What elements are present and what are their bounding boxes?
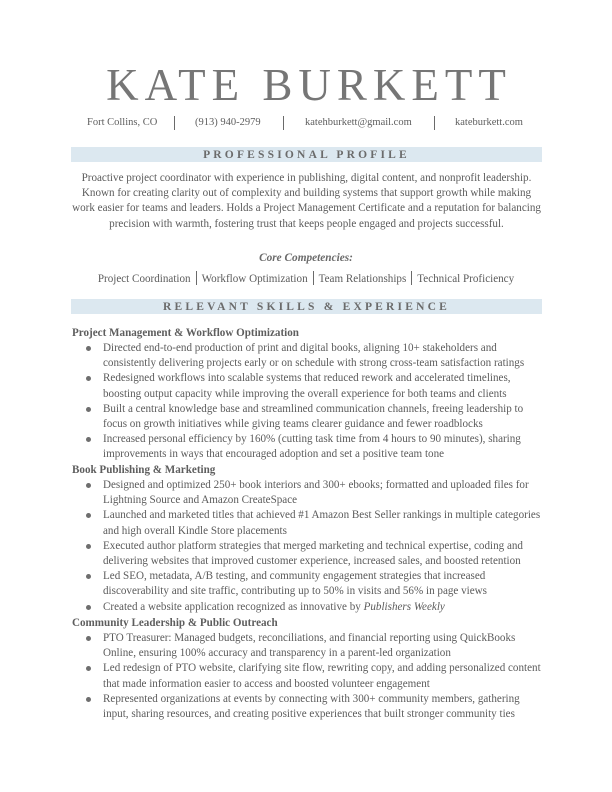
competency-item: Technical Proficiency	[417, 273, 515, 285]
bullet-item	[72, 432, 544, 462]
core-competencies-list	[0, 271, 612, 285]
bullet-icon	[86, 636, 91, 641]
bullet-list	[72, 341, 544, 463]
bullet-text: Led redesign of PTO website, clarifying site flow, rewriting copy, and adding personalized content that made information easier to access and boosted volunteer engagement	[103, 662, 541, 690]
bullet-item	[72, 539, 544, 569]
subsection-book-publishing	[72, 463, 544, 615]
bullet-icon	[86, 407, 91, 412]
bullet-text: Directed end-to-end production of print and digital books, aligning 10+ stakeholders and consistently delivering projects early or on schedule with strong cross-team satisfaction ratings	[103, 342, 525, 370]
bullet-text: Represented organizations at events by connecting with 300+ community members, gathering input, sharing resources, and creating positive experiences that built stronger community ties	[103, 692, 520, 721]
section-heading-relevant-skills: RELEVANT SKILLS & EXPERIENCE	[71, 299, 542, 314]
section-heading-professional-profile: PROFESSIONAL PROFILE	[71, 147, 542, 162]
bullet-text: Led SEO, metadata, A/B testing, and community engagement strategies that increased discoverability and site traffic, contributing up to 50% in visits and 56% in page views	[103, 570, 487, 598]
bullet-text: Designed and optimized 250+ book interiors and 300+ ebooks; formatted and uploaded files for Lightning Source and Amazon CreateSpace	[103, 479, 529, 507]
subsection-title: Project Management & Workflow Optimization	[72, 327, 299, 339]
competency-divider	[313, 271, 314, 285]
bullet-text: Increased personal efficiency by 160% (cutting task time from 4 hours to 90 minutes), sharing improvements in ways that encouraged adoption and set a positive team tone	[103, 433, 521, 461]
bullet-icon	[86, 544, 91, 549]
bullet-text: Built a central knowledge base and streamlined communication channels, freeing leadership to focus on growth initiatives while giving teams clearer guidance and fewer roadblocks	[103, 402, 524, 431]
bullet-icon	[86, 513, 91, 518]
bullet-text: Created a website application recognized as innovative by	[103, 600, 364, 613]
contact-divider	[174, 116, 175, 130]
publication-name: Publishers Weekly	[363, 600, 445, 613]
bullet-icon	[86, 437, 91, 442]
bullet-item	[72, 600, 544, 615]
bullet-icon	[86, 483, 91, 488]
bullet-text: Launched and marketed titles that achieved #1 Amazon Best Seller rankings in multiple categories and high overall Kindle Store placements	[103, 509, 541, 537]
competency-item: Workflow Optimization	[201, 273, 308, 285]
bullet-icon	[86, 574, 91, 579]
contact-email[interactable]: katehburkett@gmail.com	[305, 117, 412, 128]
profile-summary: Proactive project coordinator with experience in publishing, digital content, and nonprofit leadership. Known for creating clarity out of complexity and building systems that support growth while making work easier for teams and leaders. Holds a Project Management Certificate and a reputation for balancing precision with warmth, fostering trust that keeps people engaged and projects successful.	[72, 172, 541, 230]
bullet-icon	[86, 666, 91, 671]
bullet-icon	[86, 605, 91, 610]
competency-item: Project Coordination	[97, 273, 191, 285]
subsection-project-management	[72, 326, 544, 463]
contact-location: Fort Collins, CO	[87, 117, 158, 128]
bullet-list	[72, 478, 544, 615]
bullet-item	[72, 402, 544, 432]
bullet-item	[72, 341, 544, 371]
contact-website[interactable]: kateburkett.com	[455, 117, 523, 128]
bullet-text: PTO Treasurer: Managed budgets, reconciliations, and financial reporting using QuickBooks Online, ensuring 100% accuracy and transparency in a parent-led organization	[103, 632, 516, 660]
contact-divider	[283, 116, 284, 130]
candidate-name: KATE BURKETT	[106, 60, 512, 110]
competency-item: Team Relationships	[318, 273, 407, 285]
competency-divider	[411, 271, 412, 285]
bullet-text: Redesigned workflows into scalable systems that reduced rework and accelerated timelines, boosting output capacity while improving the overall experience for both teams and clients	[103, 372, 511, 400]
contact-divider	[434, 116, 435, 130]
bullet-icon	[86, 376, 91, 381]
bullet-icon	[86, 697, 91, 702]
bullet-item	[72, 478, 544, 508]
contact-line	[70, 117, 542, 131]
bullet-list	[72, 631, 544, 722]
bullet-item	[72, 661, 544, 691]
subsection-community-leadership	[72, 616, 544, 722]
bullet-item	[72, 631, 544, 661]
bullet-icon	[86, 346, 91, 351]
bullet-text: Executed author platform strategies that merged marketing and technical expertise, coding and delivering websites that improved customer experience, increased sales, and boosted retention	[103, 539, 523, 568]
competency-divider	[196, 271, 197, 285]
bullet-item	[72, 569, 544, 599]
subsection-title: Book Publishing & Marketing	[72, 464, 216, 476]
bullet-item	[72, 508, 544, 538]
bullet-item	[72, 692, 544, 722]
contact-phone: (913) 940-2979	[195, 117, 261, 128]
core-competencies-title: Core Competencies:	[259, 252, 353, 264]
subsection-title: Community Leadership & Public Outreach	[72, 617, 278, 629]
bullet-item	[72, 371, 544, 401]
